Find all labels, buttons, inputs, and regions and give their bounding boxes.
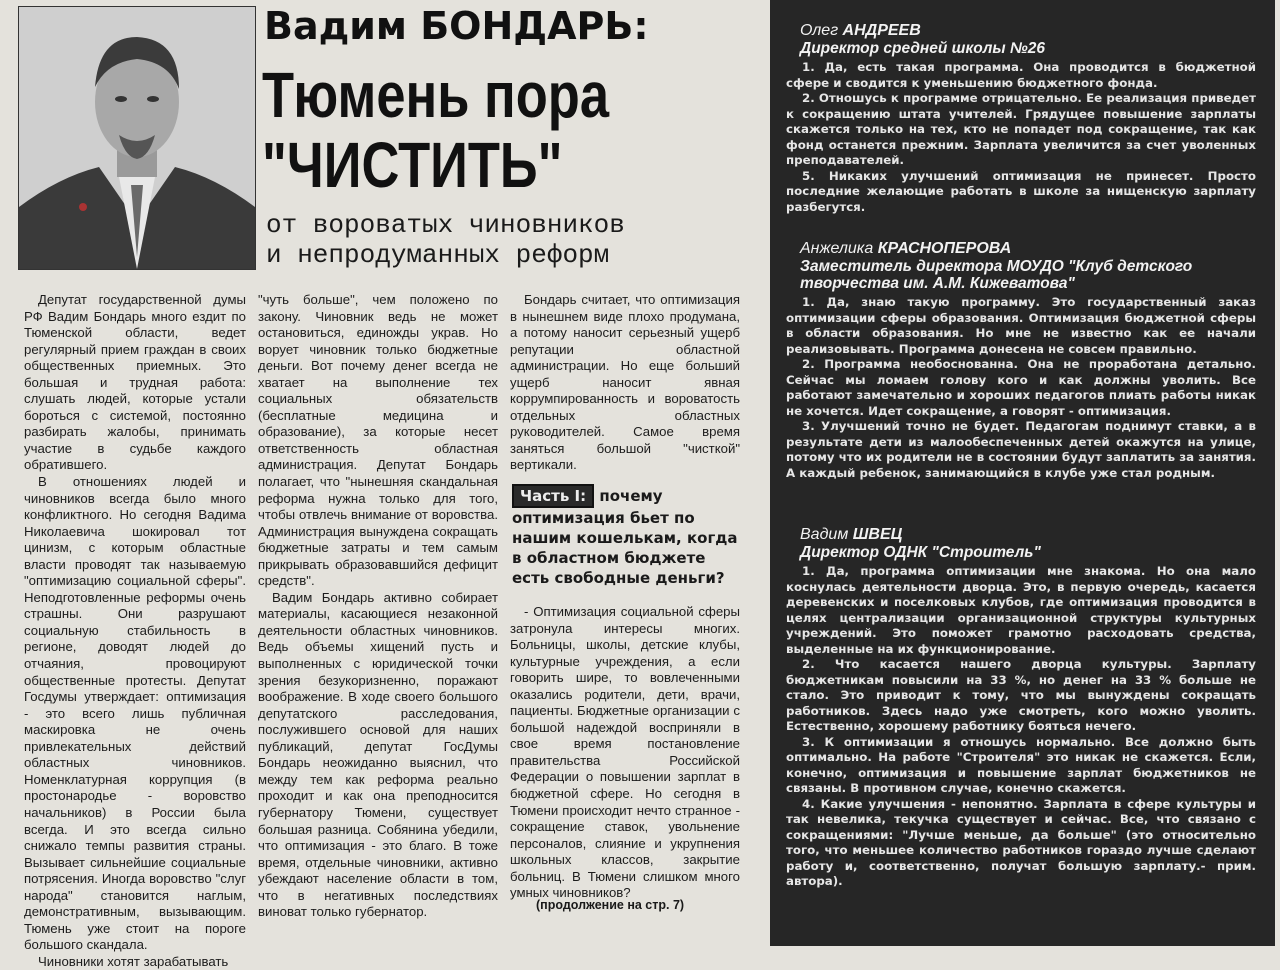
article-headline <box>262 60 676 200</box>
answer: 3. Улучшений точно не будет. Педагогам поднимут ставки, а в результате дети из малообеспеченных детей окажутся на улице, потому что их родители не в состоянии будут заплатить за занятия. А каждый ребенок, занимающийся в клубе уже стал родным. <box>786 419 1256 480</box>
answer: 1. Да, знаю такую программу. Это государственный заказ оптимизации сферы образования. Оптимизация бюджетной сферы в области образования. Но мне не известно как ее начали реализовывать. Программа донесена не совсем правильно. <box>786 295 1256 356</box>
surname: ШВЕЦ <box>852 526 903 543</box>
part-label: Часть I: <box>512 484 594 508</box>
headline-line-2: "ЧИСТИТЬ" <box>262 129 563 201</box>
answer: 2. Программа необоснованна. Она не проработана детально. Сейчас мы ломаем голову кого и как должны уволить. Все работают замечательно и хороших педагогов плиать работы никак не хочется. Идет сокращение, а говорят - оптимизация. <box>786 357 1256 418</box>
body-column-3-top <box>510 292 740 474</box>
person-name <box>786 526 1256 544</box>
paragraph: Бондарь считает, что оптимизация в нынешнем виде плохо продумана, а потому наносит серьезный ущерб репутации областной администрации. Но еще больший ущерб наносит явная коррумпированность и вороватость отдельных областных руководителей. Самое время заняться большой "чисткой" вертикали. <box>510 292 740 473</box>
answer: 5. Никаких улучшений оптимизация не принесет. Просто последние желающие работать в школе за нищенскую зарплату разбегутся. <box>786 168 1256 214</box>
body-column-1 <box>24 292 246 970</box>
person-name <box>786 240 1256 258</box>
first-name: Олег <box>800 22 839 39</box>
article-kicker: Вадим БОНДАРЬ: <box>264 4 649 48</box>
paragraph: Депутат государственной думы РФ Вадим Бондарь много ездит по Тюменской области, ведет регулярный прием граждан в своих общественных приемных. Это большая и трудная работа: слушать людей, которые устали бороться с системой, постоянно разбирать жалобы, принимать участие в судьбе каждого обратившего. <box>24 292 246 473</box>
answer: 4. Какие улучшения - непонятно. Зарплата в сфере культуры и так невелика, текучка существует и сейчас. Все, что связано с сокращениями: "Лучше меньше, да больше" (это относительно того, что меньшее количество работников гораздо лучше сделают работу и, соответственно, получат большую зарплату.- прим. автора). <box>786 796 1256 888</box>
person-name <box>786 22 1256 40</box>
body-column-3-bottom <box>510 604 740 902</box>
paragraph: Вадим Бондарь активно собирает материалы, касающиеся незаконной деятельности областных чиновников. Ведь объемы хищений пусть и выполненных с юридической точки зрения безукоризненно, поражают воображение. В ходе своего большого депутатского расследования, послужившего основой для наших публикаций, депутат ГосДумы Бондарь неожиданно выяснил, что между тем как реформа реально проходит и как она преподносится губернатору Тюмени, существует большая разница. Собянина убедили, что оптимизация - это благо. В тоже время, отдельные чиновники, активно убеждают население области в том, что в негативных последствиях виноват только губернатор. <box>258 589 498 920</box>
continued-note: (продолжение на стр. 7) <box>536 898 685 912</box>
section-heading <box>512 484 740 588</box>
opinion-entry <box>786 526 1256 890</box>
paragraph: - Оптимизация социальной сферы затронула интересы многих. Больницы, школы, детские клубы, культурные учреждения, а если говорить шире, то вовлеченными оказались родители, дети, врачи, пациенты. Бюджетные организации с большой надеждой восприняли в свое время постановление правительства Российской Федерации о повышении зарплат в бюджетной сфере. Но сегодня в Тюмени происходит нечто странное - сокращение ставок, увольнение персоналов, слияние и укрупнения школьных классов, закрытие больниц. В Тюмени слишком много умных чиновников? <box>510 604 740 901</box>
body-column-2 <box>258 292 498 921</box>
headline-line-1: Тюмень пора <box>262 59 610 131</box>
answer: 2. Что касается нашего дворца культуры. Зарплату бюджетникам повысили на 33 %, но денег на 33 % больше не стало. Это приводит к тому, что мы вынуждены сокращать работников. Здесь надо уже смотреть, кого можно уволить. Естественно, хорошему работнику бояться нечего. <box>786 657 1256 733</box>
first-name: Анжелика <box>800 240 874 257</box>
part-title: почему оптимизация бьет по нашим кошелькам, когда в областном бюджете есть свободные деньги? <box>512 487 738 587</box>
surname: КРАСНОПЕРОВА <box>877 240 1012 257</box>
surname: АНДРЕЕВ <box>842 22 921 39</box>
answer: 1. Да, есть такая программа. Она проводится в бюджетной сфере и сводится к уменьшению бюджетного фонда. <box>786 60 1256 90</box>
first-name: Вадим <box>800 526 849 543</box>
opinion-entry <box>786 22 1256 215</box>
answer: 1. Да, программа оптимизации мне знакома. Но она мало коснулась деятельности дворца. Это, в первую очередь, касается деревенских и поселковых клубов, где оптимизация проводится в целях централизации организационной структуры культурных учреждений. Это поможет грамотно расходовать средства, выделенные на их функционирование. <box>786 564 1256 656</box>
article-subhead: от вороватых чиновников и непродуманных реформ <box>266 210 625 270</box>
opinions-panel <box>770 0 1275 946</box>
portrait-photo <box>18 6 256 270</box>
person-role: Директор ОДНК "Строитель" <box>800 544 1041 561</box>
opinion-entry <box>786 240 1256 481</box>
paragraph: Чиновники хотят зарабатывать <box>38 953 229 969</box>
paragraph: "чуть больше", чем положено по закону. Чиновник ведь не может остановиться, единожды украв. Но ворует чиновник только бюджетные деньги. Вот почему денег всегда не хватает на выполнение тех социальных обязательств (бесплатные медицина и образование), за которые несет ответственность областная администрация. Депутат Бондарь полагает, что "нынешняя скандальная реформа нужна только для того, чтобы отвлечь внимание от воровства. Администрация вынуждена сокращать бюджетные затраты и тем самым прикрывать образовавшийся дефицит средств". <box>258 292 498 589</box>
answer: 3. К оптимизации я отношусь нормально. Все должно быть оптимально. На работе "Строителя" это никак не скажется. Если, конечно, оптимизация и повышение зарплат бюджетников не связаны. В противном случае, конечно скажется. <box>786 734 1256 795</box>
person-role: Заместитель директора МОУДО "Клуб детского творчества им. А.М. Кижеватова" <box>800 258 1193 292</box>
answer: 2. Отношусь к программе отрицательно. Ее реализация приведет к сокращению штата учителей. Грядущее повышение зарплаты скажется только на тех, кто не попадет под сокращение, так как фонд останется прежним. Зарплата увеличится за счет уволенных преподавателей. <box>786 91 1256 167</box>
person-role: Директор средней школы №26 <box>800 40 1045 57</box>
paragraph: В отношениях людей и чиновников всегда было много конфликтного. Но сегодня Вадима Николаевича шокировал тот цинизм, с которым областные власти проводят так называемую "оптимизацию социальной сферы". Неподготовленные реформы очень страшны. Они разрушают социальную стабильность в регионе, доводят людей до отчаяния, провоцируют общественные протесты. Депутат Госдумы утверждает: оптимизация - это всего лишь публичная маскировка не очень привлекательных действий областных чиновников. Номенклатурная коррупция (в простонародье - воровство начальников) в России была всегда. И это всегда сильно снижало темпы развития страны. Вызывает сильнейшие социальные потрясения. Иногда воровство "слуг народа" становится наглым, демонстративным, вызывающим. Тюмень уже стоит на пороге большого скандала. <box>24 474 246 953</box>
